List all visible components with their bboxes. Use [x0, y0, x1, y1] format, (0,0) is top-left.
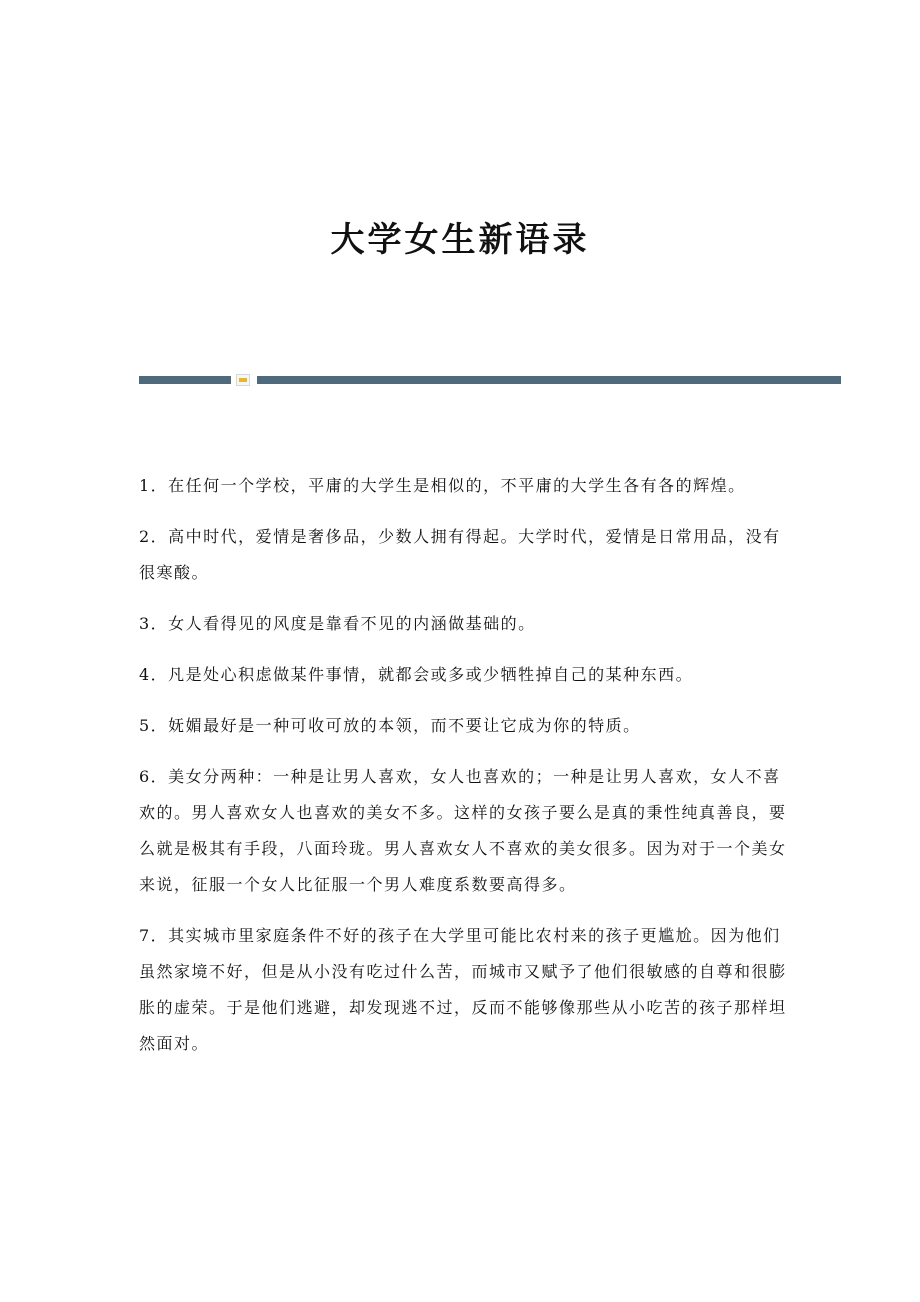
quote-entry-6: 6．美女分两种：一种是让男人喜欢，女人也喜欢的；一种是让男人喜欢，女人不喜欢的。男人喜欢女人也喜欢的美女不多。这样的女孩子要么是真的秉性纯真善良，要么就是极其有手段，八面玲珑。男人喜欢女人不喜欢的美女很多。因为对于一个美女来说，征服一个女人比征服一个男人难度系数要高得多。 [139, 767, 787, 894]
quote-entry-4: 4．凡是处心积虑做某件事情，就都会或多或少牺牲掉自己的某种东西。 [139, 665, 694, 684]
quote-entry-5: 5．妩媚最好是一种可收可放的本领，而不要让它成为你的特质。 [139, 716, 641, 735]
quote-entry-7: 7．其实城市里家庭条件不好的孩子在大学里可能比农村来的孩子更尴尬。因为他们虽然家境不好，但是从小没有吃过什么苦，而城市又赋予了他们很敏感的自尊和很膨胀的虚荣。于是他们逃避，却发现逃不过，反而不能够像那些从小吃苦的孩子那样坦然面对。 [139, 926, 787, 1053]
quote-entry-3: 3．女人看得见的风度是靠看不见的内涵做基础的。 [139, 614, 536, 633]
title-divider [139, 374, 841, 386]
document-body [139, 468, 789, 1077]
quote-entry-2: 2．高中时代，爱情是奢侈品，少数人拥有得起。大学时代，爱情是日常用品，没有很寒酸。 [139, 527, 781, 582]
page-title: 大学女生新语录 [330, 220, 590, 260]
divider-ornament-icon [236, 374, 250, 386]
divider-bar-right [257, 376, 841, 384]
quote-entry-1: 1．在任何一个学校，平庸的大学生是相似的，不平庸的大学生各有各的辉煌。 [139, 476, 746, 495]
divider-bar-left [139, 376, 231, 384]
